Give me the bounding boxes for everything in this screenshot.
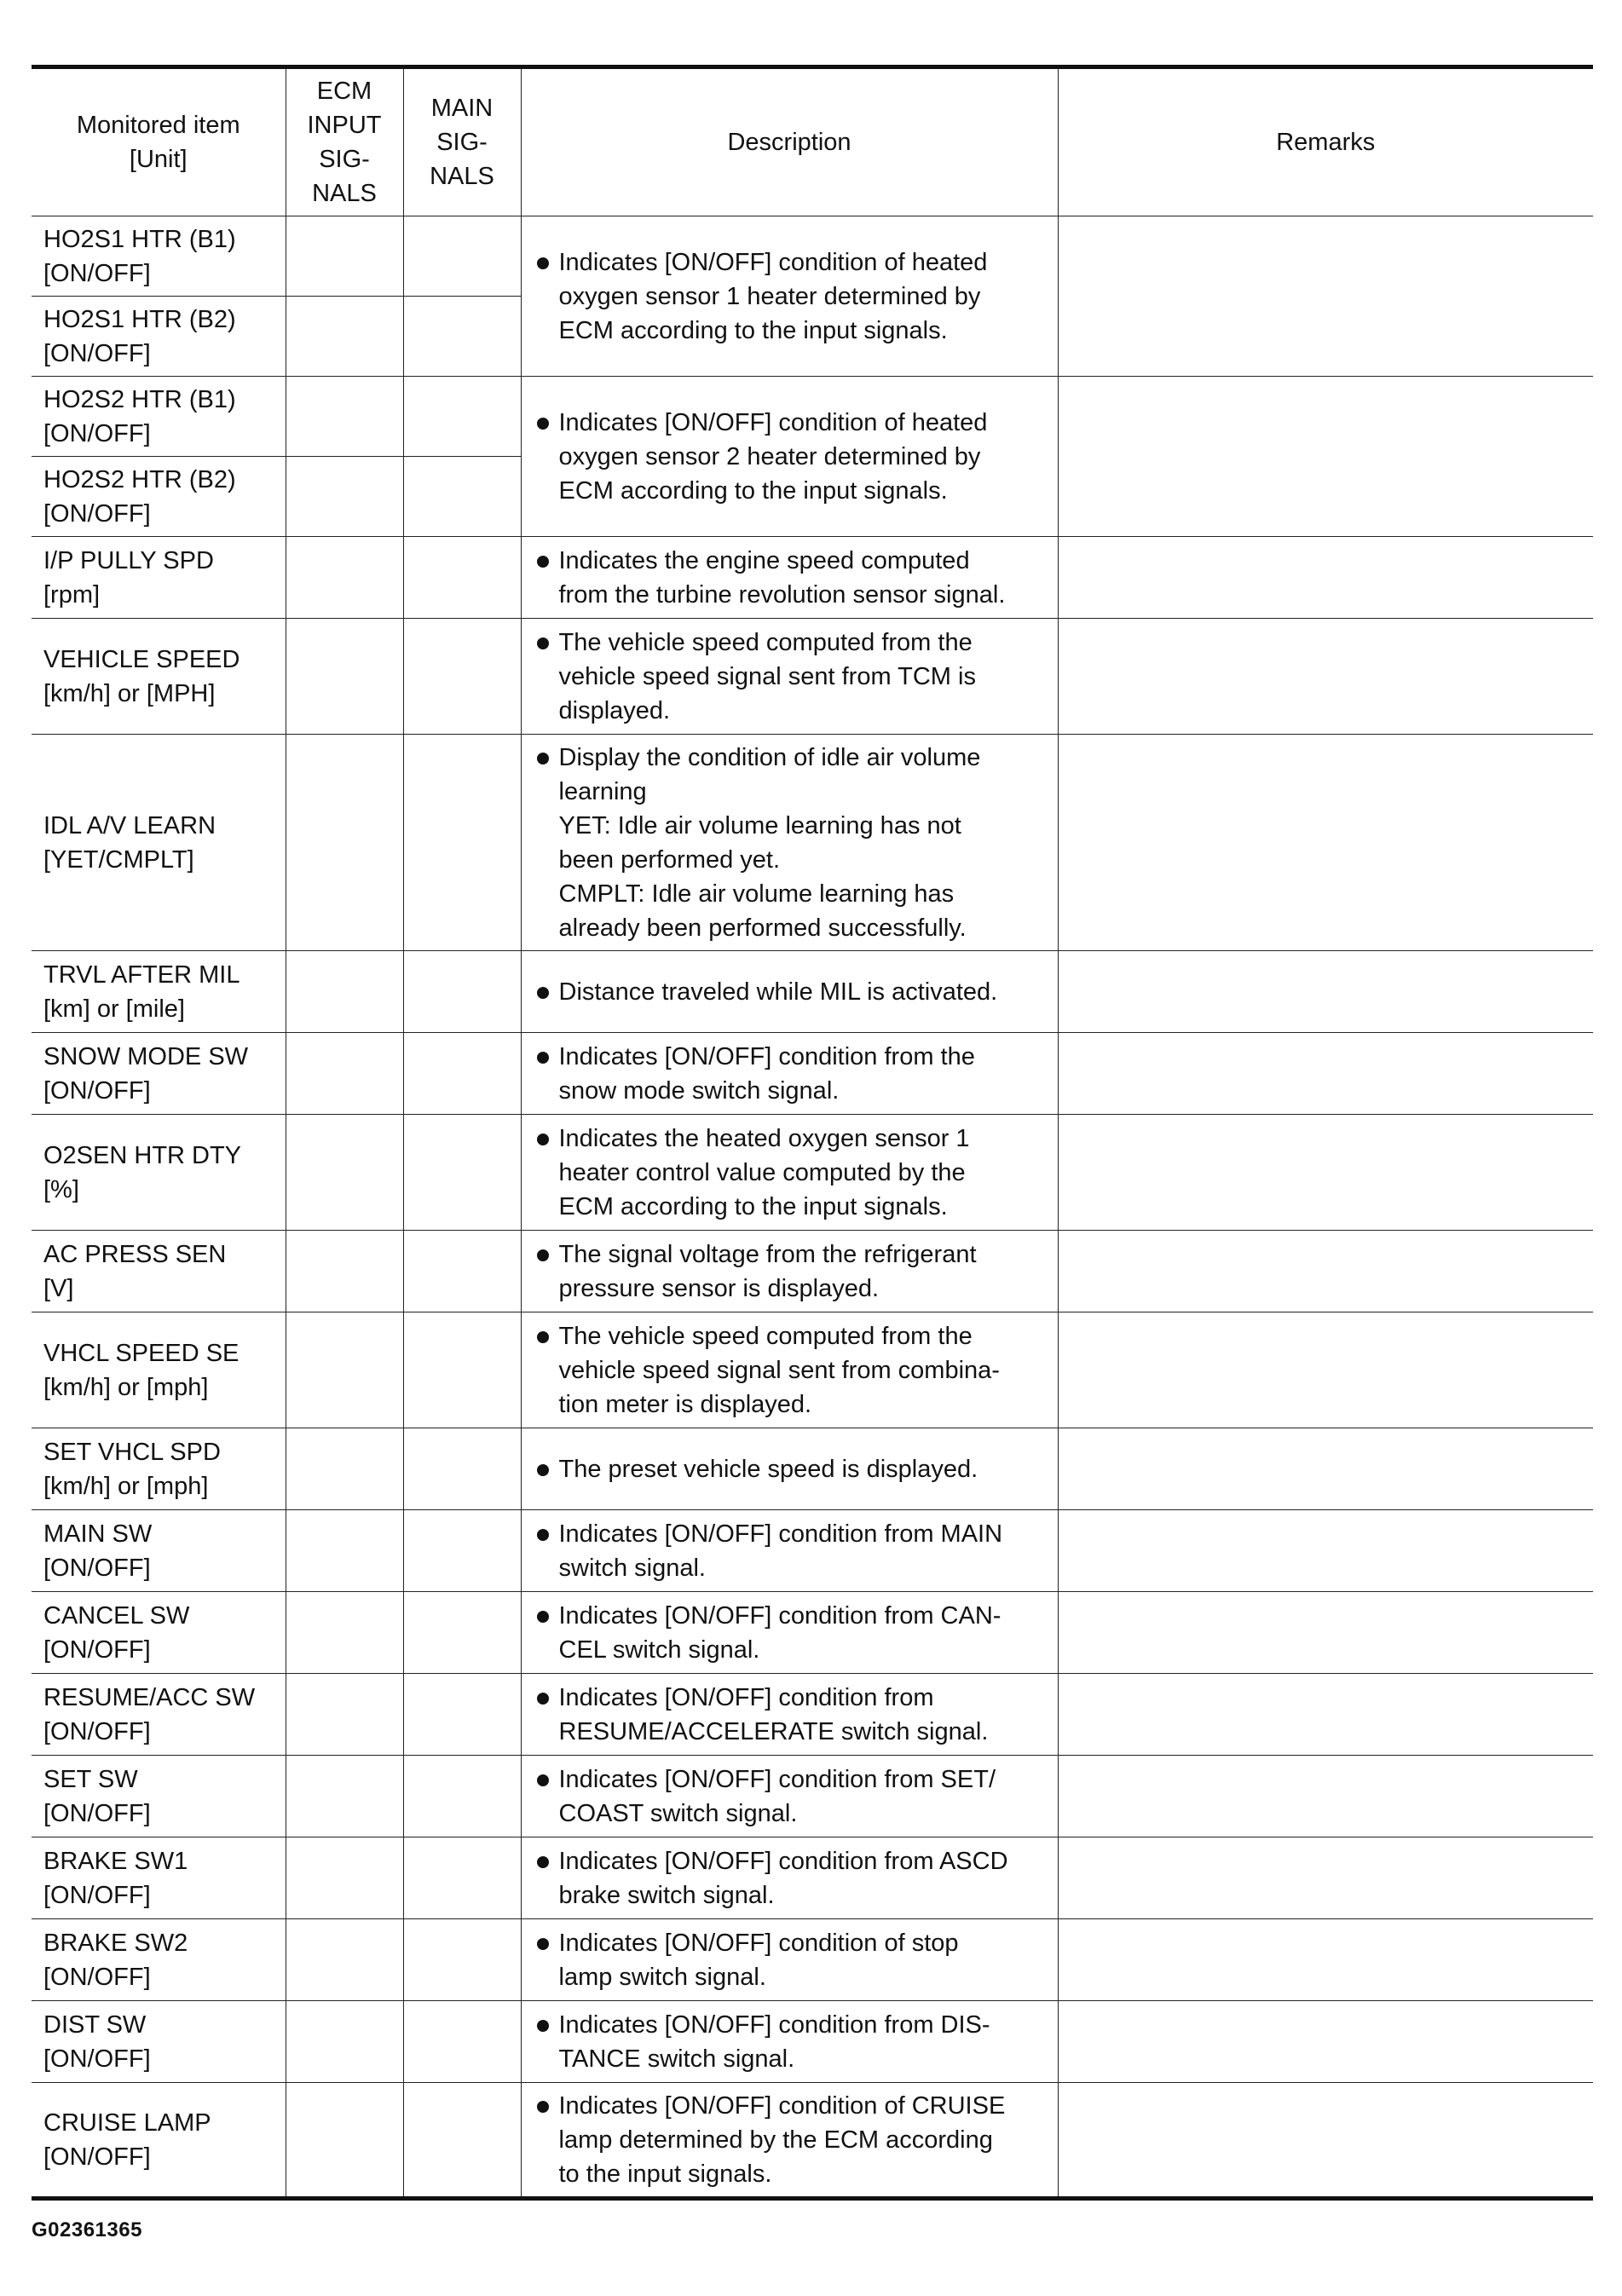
main-signal-cell (403, 377, 521, 457)
ecm-input-signal-cell (286, 1837, 403, 1919)
monitored-item-cell: RESUME/ACC SW [ON/OFF] (32, 1674, 286, 1756)
monitored-item-cell: BRAKE SW1 [ON/OFF] (32, 1837, 286, 1919)
ecm-input-signal-cell (286, 1312, 403, 1428)
description-cell (521, 1837, 1058, 1919)
table-row (32, 1115, 1593, 1231)
ecm-input-signal-cell (286, 619, 403, 735)
description-bullet: Indicates the engine speed computed from the turbine revolution sensor signal. (534, 544, 1046, 612)
table-row (32, 1312, 1593, 1428)
remarks-cell (1058, 1756, 1593, 1837)
remarks-cell (1058, 216, 1593, 377)
ecm-input-signal-cell (286, 537, 403, 619)
remarks-cell (1058, 1674, 1593, 1756)
table-row (32, 1231, 1593, 1312)
remarks-cell (1058, 619, 1593, 735)
main-signal-cell (403, 1033, 521, 1115)
monitored-item-cell: VEHICLE SPEED [km/h] or [MPH] (32, 619, 286, 735)
ecm-input-signal-cell (286, 1231, 403, 1312)
monitored-item-cell: SET VHCL SPD [km/h] or [mph] (32, 1428, 286, 1510)
remarks-cell (1058, 377, 1593, 537)
description-cell (521, 377, 1058, 537)
main-signal-cell (403, 1231, 521, 1312)
main-signal-cell (403, 619, 521, 735)
description-bullet: Indicates the heated oxygen sensor 1 heater control value computed by the ECM according to the input signals. (534, 1122, 1046, 1224)
description-bullet: The vehicle speed computed from the vehicle speed signal sent from TCM is displayed. (534, 626, 1046, 728)
ecm-input-signal-cell (286, 735, 403, 951)
description-cell (521, 1510, 1058, 1592)
ecm-input-signal-cell (286, 457, 403, 537)
main-signal-cell (403, 297, 521, 377)
monitored-item-cell: IDL A/V LEARN [YET/CMPLT] (32, 735, 286, 951)
description-cell (521, 1756, 1058, 1837)
table-row (32, 2001, 1593, 2083)
description-bullet: Indicates [ON/OFF] condition from the snow mode switch signal. (534, 1040, 1046, 1108)
description-cell (521, 1428, 1058, 1510)
description-bullet: Indicates [ON/OFF] condition from DIS- TANCE switch signal. (534, 2008, 1046, 2076)
description-cell (521, 1674, 1058, 1756)
main-signal-cell (403, 2083, 521, 2199)
table-row (32, 377, 1593, 457)
ecm-input-signal-cell (286, 2001, 403, 2083)
main-signal-cell (403, 1592, 521, 1674)
main-signal-cell (403, 216, 521, 297)
description-cell (521, 1231, 1058, 1312)
table-row (32, 2083, 1593, 2199)
main-signal-cell (403, 1837, 521, 1919)
description-cell (521, 537, 1058, 619)
monitored-items-table (32, 65, 1593, 2201)
description-cell (521, 1033, 1058, 1115)
remarks-cell (1058, 537, 1593, 619)
monitored-item-cell: HO2S2 HTR (B2) [ON/OFF] (32, 457, 286, 537)
main-signal-cell (403, 2001, 521, 2083)
monitored-item-cell: VHCL SPEED SE [km/h] or [mph] (32, 1312, 286, 1428)
table-row (32, 951, 1593, 1033)
ecm-input-signal-cell (286, 2083, 403, 2199)
description-bullet: Indicates [ON/OFF] condition from ASCD brake switch signal. (534, 1844, 1046, 1912)
ecm-input-signal-cell (286, 297, 403, 377)
description-cell (521, 2083, 1058, 2199)
main-signal-cell (403, 1674, 521, 1756)
remarks-cell (1058, 2083, 1593, 2199)
ecm-input-signal-cell (286, 1592, 403, 1674)
description-bullet: Display the condition of idle air volume learning YET: Idle air volume learning has not been performed yet. CMPLT: Idle air volume learning has already been performed successfully. (534, 741, 1046, 945)
remarks-cell (1058, 1312, 1593, 1428)
monitored-item-cell: I/P PULLY SPD [rpm] (32, 537, 286, 619)
remarks-cell (1058, 1033, 1593, 1115)
table-row (32, 1919, 1593, 2001)
monitored-item-cell: TRVL AFTER MIL [km] or [mile] (32, 951, 286, 1033)
figure-code: G02361365 (32, 2218, 142, 2241)
ecm-input-signal-cell (286, 216, 403, 297)
main-signal-cell (403, 951, 521, 1033)
description-cell (521, 1115, 1058, 1231)
monitored-item-cell: SNOW MODE SW [ON/OFF] (32, 1033, 286, 1115)
main-signal-cell (403, 457, 521, 537)
monitored-item-cell: HO2S1 HTR (B1) [ON/OFF] (32, 216, 286, 297)
description-cell (521, 951, 1058, 1033)
main-signal-cell (403, 1312, 521, 1428)
header-main-signals: MAIN SIG- NALS (403, 67, 521, 216)
main-signal-cell (403, 1756, 521, 1837)
description-cell (521, 619, 1058, 735)
monitored-item-cell: HO2S1 HTR (B2) [ON/OFF] (32, 297, 286, 377)
monitored-item-cell: DIST SW [ON/OFF] (32, 2001, 286, 2083)
ecm-input-signal-cell (286, 1428, 403, 1510)
remarks-cell (1058, 1231, 1593, 1312)
monitored-item-cell: HO2S2 HTR (B1) [ON/OFF] (32, 377, 286, 457)
description-bullet: The preset vehicle speed is displayed. (534, 1452, 1046, 1486)
table-header-row (32, 67, 1593, 216)
ecm-input-signal-cell (286, 1033, 403, 1115)
description-bullet: Indicates [ON/OFF] condition of CRUISE lamp determined by the ECM according to the input signals. (534, 2089, 1046, 2191)
description-bullet: Indicates [ON/OFF] condition of heated oxygen sensor 2 heater determined by ECM according to the input signals. (534, 406, 1046, 508)
table-row (32, 1510, 1593, 1592)
description-bullet: Indicates [ON/OFF] condition from MAIN switch signal. (534, 1517, 1046, 1585)
main-signal-cell (403, 1115, 521, 1231)
header-monitored-item: Monitored item [Unit] (32, 67, 286, 216)
description-cell (521, 1312, 1058, 1428)
description-cell (521, 216, 1058, 377)
description-cell (521, 1592, 1058, 1674)
remarks-cell (1058, 1510, 1593, 1592)
remarks-cell (1058, 1115, 1593, 1231)
main-signal-cell (403, 1510, 521, 1592)
main-signal-cell (403, 537, 521, 619)
table-row (32, 1756, 1593, 1837)
table-row (32, 1428, 1593, 1510)
description-bullet: Indicates [ON/OFF] condition of stop lamp switch signal. (534, 1926, 1046, 1994)
description-bullet: Indicates [ON/OFF] condition from CAN- CEL switch signal. (534, 1599, 1046, 1667)
monitored-item-cell: CRUISE LAMP [ON/OFF] (32, 2083, 286, 2199)
ecm-input-signal-cell (286, 1756, 403, 1837)
description-cell (521, 735, 1058, 951)
monitored-item-cell: BRAKE SW2 [ON/OFF] (32, 1919, 286, 2001)
table-row (32, 1837, 1593, 1919)
ecm-input-signal-cell (286, 377, 403, 457)
table-body (32, 216, 1593, 2199)
description-bullet: The signal voltage from the refrigerant pressure sensor is displayed. (534, 1237, 1046, 1306)
ecm-input-signal-cell (286, 1919, 403, 2001)
table-row (32, 1674, 1593, 1756)
header-ecm-input-signals: ECM INPUT SIG- NALS (286, 67, 403, 216)
description-bullet: Indicates [ON/OFF] condition from RESUME/ACCELERATE switch signal. (534, 1681, 1046, 1749)
monitored-item-cell: MAIN SW [ON/OFF] (32, 1510, 286, 1592)
main-signal-cell (403, 735, 521, 951)
table-row (32, 216, 1593, 297)
description-bullet: Indicates [ON/OFF] condition from SET/ COAST switch signal. (534, 1762, 1046, 1831)
ecm-input-signal-cell (286, 1510, 403, 1592)
description-bullet: Distance traveled while MIL is activated. (534, 975, 1046, 1009)
remarks-cell (1058, 1919, 1593, 2001)
remarks-cell (1058, 2001, 1593, 2083)
ecm-input-signal-cell (286, 951, 403, 1033)
remarks-cell (1058, 951, 1593, 1033)
remarks-cell (1058, 1592, 1593, 1674)
monitored-item-cell: O2SEN HTR DTY [%] (32, 1115, 286, 1231)
ecm-input-signal-cell (286, 1115, 403, 1231)
table-row (32, 1592, 1593, 1674)
main-signal-cell (403, 1428, 521, 1510)
table-row (32, 1033, 1593, 1115)
table-row (32, 619, 1593, 735)
remarks-cell (1058, 1428, 1593, 1510)
table-row (32, 735, 1593, 951)
monitored-item-cell: CANCEL SW [ON/OFF] (32, 1592, 286, 1674)
main-signal-cell (403, 1919, 521, 2001)
monitored-item-cell: AC PRESS SEN [V] (32, 1231, 286, 1312)
header-description: Description (521, 67, 1058, 216)
description-bullet: The vehicle speed computed from the vehicle speed signal sent from combina- tion meter is displayed. (534, 1319, 1046, 1422)
header-remarks: Remarks (1058, 67, 1593, 216)
monitored-item-cell: SET SW [ON/OFF] (32, 1756, 286, 1837)
description-bullet: Indicates [ON/OFF] condition of heated oxygen sensor 1 heater determined by ECM according to the input signals. (534, 245, 1046, 348)
description-cell (521, 1919, 1058, 2001)
table-row (32, 537, 1593, 619)
remarks-cell (1058, 1837, 1593, 1919)
description-cell (521, 2001, 1058, 2083)
ecm-input-signal-cell (286, 1674, 403, 1756)
remarks-cell (1058, 735, 1593, 951)
